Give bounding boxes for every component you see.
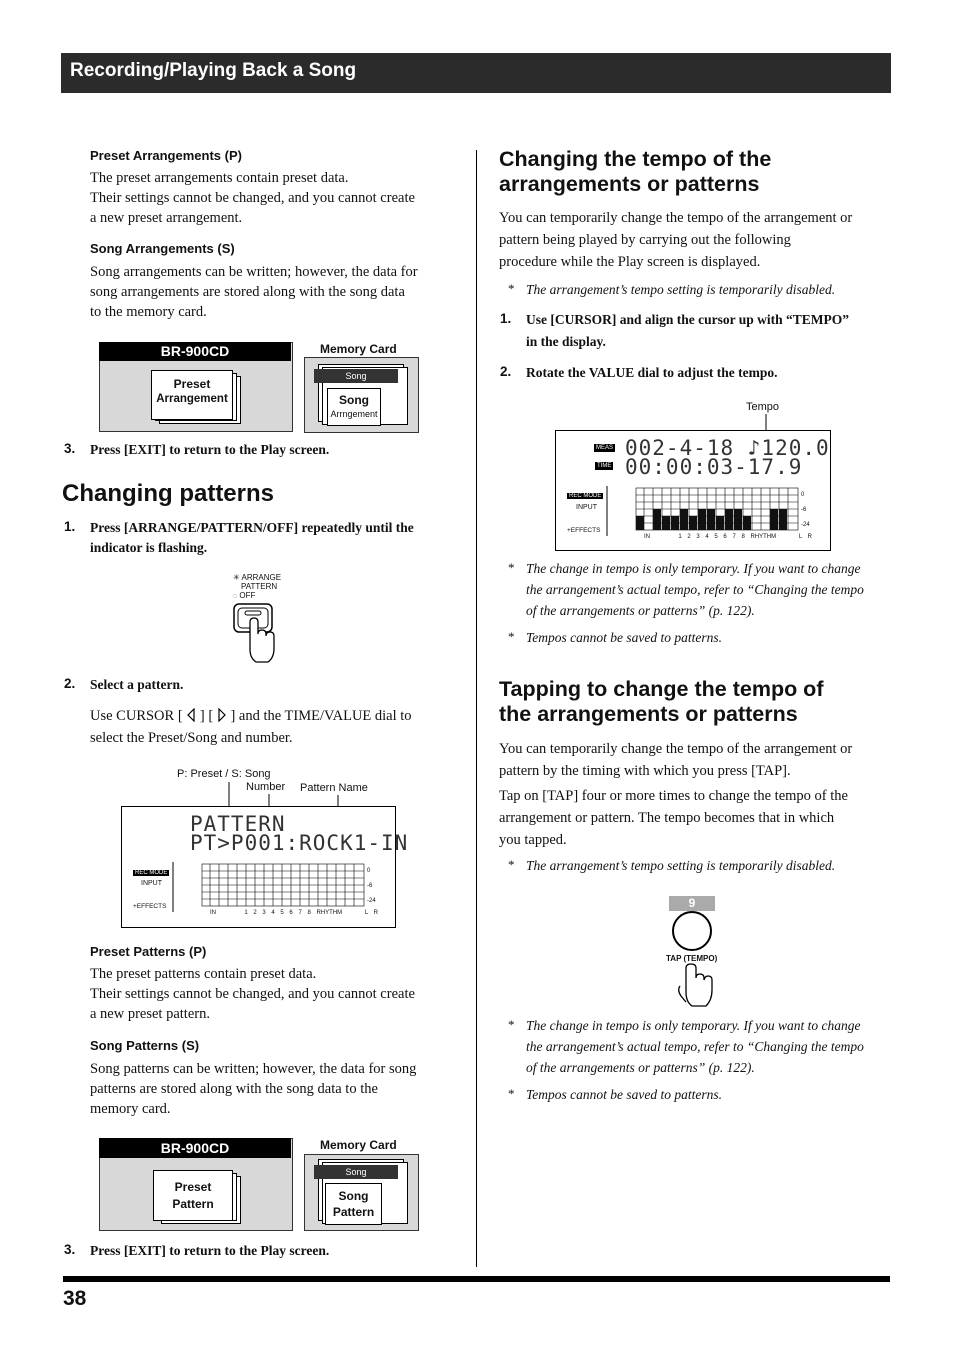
section-header-title: Recording/Playing Back a Song xyxy=(70,60,357,81)
preset-arrangements-text-3: a new preset arrangement. xyxy=(90,210,243,226)
step-text: Select a pattern. xyxy=(90,677,184,692)
note-line: of the arrangements or patterns” (p. 122). xyxy=(526,1060,755,1075)
effects-label: +EFFECTS xyxy=(133,903,167,910)
step-text: Press [EXIT] to return to the Play screen. xyxy=(90,1243,330,1258)
level-meter-grid xyxy=(170,862,370,914)
paragraph-line: pattern by the timing with which you press [TAP]. xyxy=(499,763,791,779)
scale-label: -24 xyxy=(801,522,810,528)
song-arrangements-heading: Song Arrangements (S) xyxy=(90,241,235,256)
cursor-left-icon xyxy=(186,708,196,722)
channel-label: 7 xyxy=(298,910,302,916)
note-cannot-save: Tempos cannot be saved to patterns. xyxy=(526,1087,722,1102)
column-divider xyxy=(476,150,477,1267)
song-arrangements-text-1: Song arrangements can be written; however, the data for xyxy=(90,264,418,280)
paragraph-line: procedure while the Play screen is displayed. xyxy=(499,254,761,270)
footer-rule xyxy=(63,1276,890,1282)
memory-card-label: Memory Card xyxy=(320,1138,397,1152)
lcd-line-1: PATTERN xyxy=(190,812,286,836)
lcd-callout-number: Number xyxy=(246,781,286,793)
indicator-label: ARRANGE xyxy=(241,573,282,582)
meter-channel-labels xyxy=(644,534,812,540)
card-label: Song xyxy=(339,393,369,407)
channel-label: 8 xyxy=(741,534,745,540)
scale-label: 0 xyxy=(801,492,805,498)
step-number: 2. xyxy=(500,364,512,379)
channel-label: 8 xyxy=(307,910,311,916)
song-patterns-text-2: patterns are stored along with the song data to the xyxy=(90,1081,378,1097)
channel-label: RHYTHM xyxy=(316,910,343,916)
song-patterns-heading: Song Patterns (S) xyxy=(90,1038,200,1053)
channel-label: IN xyxy=(644,534,650,540)
card-label: Arrngement xyxy=(330,409,378,419)
channel-label: L xyxy=(364,910,368,916)
input-label: INPUT xyxy=(576,504,597,511)
note-asterisk: * xyxy=(508,1086,515,1101)
changing-tempo-intro xyxy=(499,207,852,273)
tap-tempo-label: TAP (TEMPO) xyxy=(666,954,718,963)
song-pattern-card xyxy=(325,1183,382,1225)
heading-line: the arrangements or patterns xyxy=(499,702,798,726)
heading-line: Tapping to change the tempo of xyxy=(499,677,824,701)
input-label: INPUT xyxy=(141,880,162,887)
preset-arrangements-text-1: The preset arrangements contain preset data. xyxy=(90,170,349,186)
paragraph-line: arrangement or pattern. The tempo becomes that in which xyxy=(499,810,835,826)
changing-tempo-heading xyxy=(499,147,771,197)
preset-arrangements-heading: Preset Arrangements (P) xyxy=(90,148,242,163)
note-asterisk: * xyxy=(508,560,515,575)
cursor-right-icon xyxy=(217,708,227,722)
song-tab: Song xyxy=(314,369,398,383)
meter-scale xyxy=(801,488,810,533)
step-text: Rotate the VALUE dial to adjust the tempo. xyxy=(526,365,778,380)
br900cd-label: BR-900CD xyxy=(99,342,291,361)
card-label: Pattern xyxy=(172,1197,214,1211)
channel-label: RHYTHM xyxy=(750,534,777,540)
step-number: 1. xyxy=(500,311,512,326)
preset-arrangements-text-2: Their settings cannot be changed, and you cannot create xyxy=(90,190,415,206)
rec-mode-badge: REC MODE xyxy=(569,493,602,499)
preset-patterns-text-1: The preset patterns contain preset data. xyxy=(90,966,317,982)
preset-patterns-text-2: Their settings cannot be changed, and you cannot create xyxy=(90,986,415,1002)
tapping-intro xyxy=(499,738,852,782)
lcd-callout-pattern-name: Pattern Name xyxy=(300,782,368,794)
indicator-label: OFF xyxy=(239,591,256,600)
scale-label: 0 xyxy=(367,868,371,874)
paragraph-line: pattern being played by carrying out the following xyxy=(499,232,791,248)
cursor-instruction-line2: select the Preset/Song and number. xyxy=(90,730,293,746)
note-tempo-temporary xyxy=(526,558,864,621)
arrange-pattern-off-indicator: ✳ ARRANGE PATTERN ◌ OFF xyxy=(233,573,282,600)
scale-label: -24 xyxy=(367,898,376,904)
channel-label: 1 xyxy=(678,534,682,540)
preset-pattern-card xyxy=(153,1170,233,1221)
step-text: indicator is flashing. xyxy=(90,540,208,555)
heading-line: arrangements or patterns xyxy=(499,172,760,196)
effects-label: +EFFECTS xyxy=(567,527,601,534)
card-label: Preset xyxy=(173,377,211,391)
channel-label: R xyxy=(807,534,812,540)
lcd-callout-preset-song: P: Preset / S: Song xyxy=(177,768,271,780)
channel-label: 3 xyxy=(696,534,700,540)
preset-arrangement-card xyxy=(151,370,233,420)
note-line: of the arrangements or patterns” (p. 122). xyxy=(526,603,755,618)
channel-label: 5 xyxy=(714,534,718,540)
song-patterns-text-3: memory card. xyxy=(90,1101,171,1117)
song-tab: Song xyxy=(314,1165,398,1179)
note-line: the arrangement’s actual tempo, refer to “Changing the tempo xyxy=(526,582,864,597)
note-asterisk: * xyxy=(508,629,515,644)
card-label: Pattern xyxy=(332,1205,375,1219)
channel-label: L xyxy=(798,534,802,540)
lcd-line-2: PT>P001:ROCK1-IN xyxy=(190,831,409,855)
song-arrangements-text-2: song arrangements are stored along with the song data xyxy=(90,284,405,300)
note-line: the arrangement’s actual tempo, refer to “Changing the tempo xyxy=(526,1039,864,1054)
paragraph-line: Tap on [TAP] four or more times to change the tempo of the xyxy=(499,788,848,804)
note-asterisk: * xyxy=(508,281,515,296)
lcd-measure-tempo: 002-4-18 ♪120.0 xyxy=(625,436,830,460)
note-asterisk: * xyxy=(508,857,515,872)
step-number: 1. xyxy=(64,519,76,534)
song-arrangement-card xyxy=(327,388,381,426)
text-fragment: Use CURSOR [ xyxy=(90,708,183,724)
step-text: Press [EXIT] to return to the Play screen. xyxy=(90,442,330,457)
note-tempo-disabled: The arrangement’s tempo setting is temporarily disabled. xyxy=(526,282,836,297)
time-badge: TIME xyxy=(597,463,612,469)
scale-label: -6 xyxy=(801,507,807,513)
tap-key-number: 9 xyxy=(669,896,715,911)
note-tempo-disabled: The arrangement’s tempo setting is temporarily disabled. xyxy=(526,858,836,873)
card-label: Preset xyxy=(174,1180,212,1194)
note-asterisk: * xyxy=(508,1017,515,1032)
channel-label: 4 xyxy=(271,910,275,916)
channel-label: 2 xyxy=(687,534,691,540)
tapping-tempo-heading xyxy=(499,677,823,727)
card-label: Song xyxy=(338,1189,369,1203)
cursor-instruction-line1 xyxy=(90,706,412,726)
text-fragment: ] [ xyxy=(199,708,214,724)
channel-label: 7 xyxy=(732,534,736,540)
preset-patterns-heading: Preset Patterns (P) xyxy=(90,944,207,959)
level-meter-grid xyxy=(604,486,804,538)
paragraph-line: You can temporarily change the tempo of the arrangement or xyxy=(499,741,853,757)
meas-badge: MEAS xyxy=(596,445,614,451)
tapping-instructions xyxy=(499,785,848,851)
card-label: Arrangement xyxy=(156,393,228,405)
step-number: 2. xyxy=(64,676,76,691)
channel-label: R xyxy=(373,910,378,916)
memory-card-label: Memory Card xyxy=(320,342,397,356)
step-number: 3. xyxy=(64,1242,76,1257)
step-number: 3. xyxy=(64,441,76,456)
page-number: 38 xyxy=(63,1287,87,1310)
channel-label: 1 xyxy=(244,910,248,916)
indicator-label: PATTERN xyxy=(241,582,278,591)
rec-mode-badge: REC MODE xyxy=(135,870,168,876)
note-line: The change in tempo is only temporary. If you want to change xyxy=(526,1018,861,1033)
channel-label: 4 xyxy=(705,534,709,540)
arrange-pattern-off-button xyxy=(228,600,288,668)
text-fragment: ] and the TIME/VALUE dial to xyxy=(230,708,412,724)
step-text: in the display. xyxy=(526,334,606,349)
channel-label: 2 xyxy=(253,910,257,916)
song-arrangements-text-3: to the memory card. xyxy=(90,304,207,320)
channel-label: 6 xyxy=(289,910,293,916)
channel-label: 5 xyxy=(280,910,284,916)
channel-label: 6 xyxy=(723,534,727,540)
meter-channel-labels xyxy=(210,910,378,916)
changing-patterns-heading: Changing patterns xyxy=(62,480,275,507)
note-cannot-save: Tempos cannot be saved to patterns. xyxy=(526,630,722,645)
note-tempo-temporary xyxy=(526,1015,864,1078)
scale-label: -6 xyxy=(367,883,373,889)
paragraph-line: You can temporarily change the tempo of the arrangement or xyxy=(499,210,853,226)
step-text: Press [ARRANGE/PATTERN/OFF] repeatedly until the xyxy=(90,520,414,535)
br900cd-label: BR-900CD xyxy=(99,1138,291,1158)
paragraph-line: you tapped. xyxy=(499,832,567,848)
note-line: The change in tempo is only temporary. If you want to change xyxy=(526,561,861,576)
heading-line: Changing the tempo of the xyxy=(499,147,772,171)
channel-label: 3 xyxy=(262,910,266,916)
channel-label: IN xyxy=(210,910,216,916)
lcd-time: 00:00:03-17.9 xyxy=(625,455,803,479)
tempo-callout: Tempo xyxy=(746,401,780,413)
meter-scale xyxy=(367,864,376,909)
step-text: Use [CURSOR] and align the cursor up with “TEMPO” xyxy=(526,312,850,327)
song-patterns-text-1: Song patterns can be written; however, the data for song xyxy=(90,1061,417,1077)
preset-patterns-text-3: a new preset pattern. xyxy=(90,1006,210,1022)
